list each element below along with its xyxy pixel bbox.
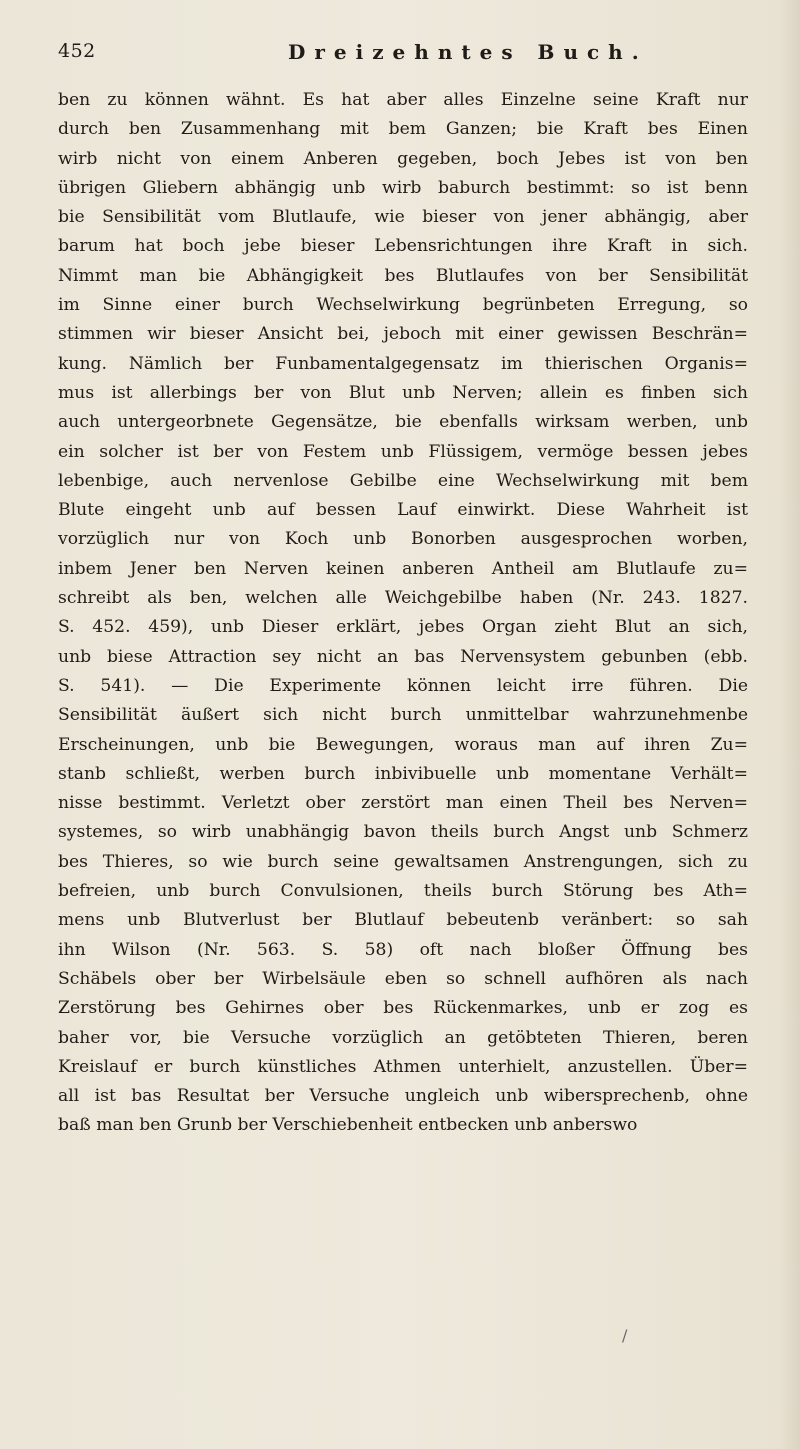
text-line: inbem Jener ben Nerven keinen anberen Antheil am Blutlaufe zu= bbox=[58, 558, 748, 579]
text-line: all ist bas Resultat ber Versuche ungleich unb wibersprechenb, ohne bbox=[58, 1086, 748, 1107]
text-line: S. 541). — Die Experimente können leicht irre führen. Die bbox=[58, 675, 748, 696]
text-line: barum hat boch jebe bieser Lebensrichtungen ihre Kraft in sich. bbox=[58, 236, 748, 257]
text-line: baher vor, bie Versuche vorzüglich an getöbteten Thieren, beren bbox=[58, 1027, 748, 1048]
page-edge-shadow bbox=[778, 0, 800, 1449]
text-line: wirb nicht von einem Anberen gegeben, boch Jebes ist von ben bbox=[58, 148, 748, 169]
text-line: Erscheinungen, unb bie Bewegungen, woraus man auf ihren Zu= bbox=[58, 734, 748, 755]
text-line: kung. Nämlich ber Funbamentalgegensatz im thierischen Organis= bbox=[58, 353, 748, 374]
text-line: vorzüglich nur von Koch unb Bonorben ausgesprochen worben, bbox=[58, 529, 748, 550]
text-line: lebenbige, auch nervenlose Gebilbe eine Wechselwirkung mit bem bbox=[58, 470, 748, 491]
text-line: stanb schließt, werben burch inbivibuelle unb momentane Verhält= bbox=[58, 763, 748, 784]
text-line: ihn Wilson (Nr. 563. S. 58) oft nach bloßer Öffnung bes bbox=[58, 939, 748, 960]
text-line: im Sinne einer burch Wechselwirkung begrünbeten Erregung, so bbox=[58, 295, 748, 316]
text-line: Sensibilität äußert sich nicht burch unmittelbar wahrzunehmenbe bbox=[58, 705, 748, 726]
text-line: bie Sensibilität vom Blutlaufe, wie bieser von jener abhängig, aber bbox=[58, 207, 748, 228]
text-line: mens unb Blutverlust ber Blutlauf bebeutenb veränbert: so sah bbox=[58, 910, 748, 931]
text-line: mus ist allerbings ber von Blut unb Nerven; allein es finben sich bbox=[58, 382, 748, 403]
text-line: stimmen wir bieser Ansicht bei, jeboch mit einer gewissen Beschrän= bbox=[58, 324, 748, 345]
text-line: S. 452. 459), unb Dieser erklärt, jebes Organ zieht Blut an sich, bbox=[58, 617, 748, 638]
page-header bbox=[58, 40, 748, 80]
text-line: Schäbels ober ber Wirbelsäule eben so schnell aufhören als nach bbox=[58, 968, 748, 989]
text-line: ein solcher ist ber von Festem unb Flüssigem, vermöge bessen jebes bbox=[58, 441, 748, 462]
text-line: durch ben Zusammenhang mit bem Ganzen; bie Kraft bes Einen bbox=[58, 119, 748, 140]
text-line: bes Thieres, so wie burch seine gewaltsamen Anstrengungen, sich zu bbox=[58, 851, 748, 872]
text-line: unb biese Attraction sey nicht an bas Nervensystem gebunben (ebb. bbox=[58, 646, 748, 667]
text-line: Kreislauf er burch künstliches Athmen unterhielt, anzustellen. Über= bbox=[58, 1056, 748, 1077]
body-text bbox=[58, 86, 748, 1141]
text-line: systemes, so wirb unabhängig bavon theils burch Angst unb Schmerz bbox=[58, 822, 748, 843]
text-line: auch untergeorbnete Gegensätze, bie ebenfalls wirksam werben, unb bbox=[58, 412, 748, 433]
stray-pencil-mark: / bbox=[622, 1326, 628, 1345]
text-line: Zerstörung bes Gehirnes ober bes Rückenmarkes, unb er zog es bbox=[58, 998, 748, 1019]
page-number: 452 bbox=[58, 40, 96, 62]
text-line: ben zu können wähnt. Es hat aber alles Einzelne seine Kraft nur bbox=[58, 90, 748, 110]
text-line: übrigen Gliebern abhängig unb wirb baburch bestimmt: so ist benn bbox=[58, 177, 748, 198]
text-line: befreien, unb burch Convulsionen, theils burch Störung bes Ath= bbox=[58, 881, 748, 902]
text-line: schreibt als ben, welchen alle Weichgebilbe haben (Nr. 243. 1827. bbox=[58, 588, 748, 609]
text-line: Nimmt man bie Abhängigkeit bes Blutlaufes von ber Sensibilität bbox=[58, 265, 748, 286]
text-line: Blute eingeht unb auf bessen Lauf einwirkt. Diese Wahrheit ist bbox=[58, 500, 748, 521]
text-line: baß man ben Grunb ber Verschiebenheit entbecken unb anberswo bbox=[58, 1115, 638, 1136]
text-line: nisse bestimmt. Verletzt ober zerstört man einen Theil bes Nerven= bbox=[58, 793, 748, 814]
running-title: Dreizehntes Buch. bbox=[288, 40, 648, 64]
